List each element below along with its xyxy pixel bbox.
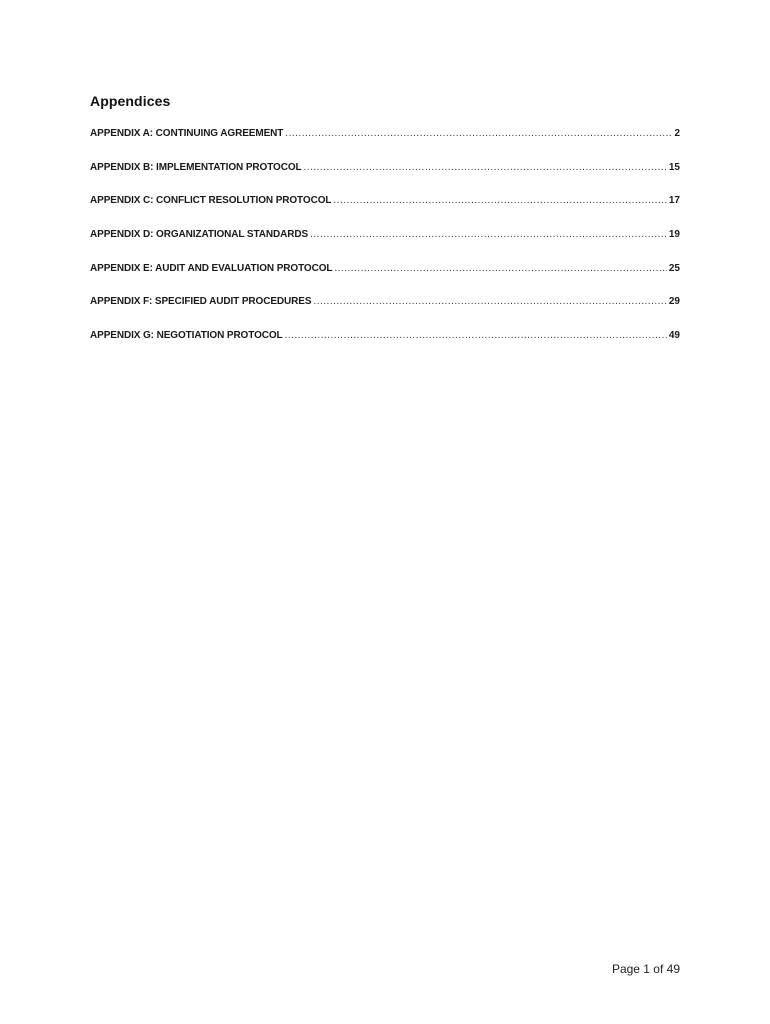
toc-entry-title: APPENDIX E: AUDIT AND EVALUATION PROTOCOL [90, 262, 333, 274]
toc-dot-leader [333, 195, 666, 206]
table-of-contents [90, 128, 680, 364]
toc-entry-page-number: 25 [668, 262, 680, 274]
toc-entry-page-number: 49 [668, 330, 680, 342]
toc-entry-appendix-a[interactable] [90, 128, 680, 162]
toc-entry-title: APPENDIX G: NEGOTIATION PROTOCOL [90, 330, 283, 342]
page-number-footer: Page 1 of 49 [611, 962, 680, 976]
toc-entry-appendix-c[interactable] [90, 195, 680, 229]
toc-entry-title: APPENDIX A: CONTINUING AGREEMENT [90, 128, 284, 139]
toc-entry-title: APPENDIX D: ORGANIZATIONAL STANDARDS [90, 229, 309, 241]
toc-entry-title: APPENDIX F: SPECIFIED AUDIT PROCEDURES [90, 296, 312, 308]
toc-entry-page-number: 19 [668, 229, 680, 241]
toc-dot-leader [285, 128, 672, 139]
toc-entry-appendix-b[interactable] [90, 162, 680, 196]
toc-dot-leader [304, 162, 667, 173]
toc-entry-appendix-f[interactable] [90, 296, 680, 330]
toc-entry-appendix-d[interactable] [90, 229, 680, 263]
toc-entry-page-number: 15 [668, 161, 680, 173]
toc-entry-title: APPENDIX B: IMPLEMENTATION PROTOCOL [90, 161, 302, 173]
toc-entry-page-number: 17 [668, 195, 680, 207]
toc-dot-leader [334, 263, 666, 274]
toc-dot-leader [310, 229, 667, 240]
page-title: Appendices [90, 93, 171, 109]
toc-entry-page-number: 29 [668, 296, 680, 308]
toc-entry-appendix-e[interactable] [90, 263, 680, 297]
toc-entry-appendix-g[interactable] [90, 330, 680, 364]
toc-dot-leader [313, 296, 666, 307]
toc-entry-title: APPENDIX C: CONFLICT RESOLUTION PROTOCOL [90, 195, 332, 207]
toc-entry-page-number: 2 [674, 128, 680, 139]
toc-dot-leader [285, 330, 667, 341]
